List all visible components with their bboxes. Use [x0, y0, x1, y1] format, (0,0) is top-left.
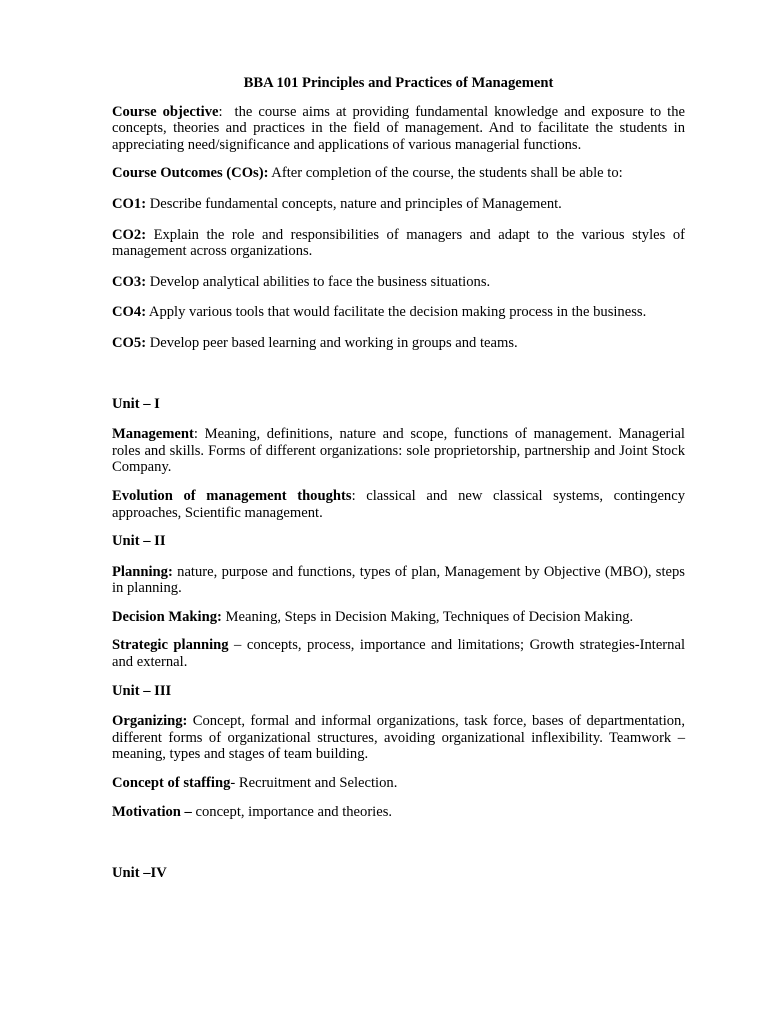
unit-topic [112, 804, 685, 821]
course-outcome-item [112, 196, 685, 213]
topic-text: nature, purpose and functions, types of plan, Management by Objective (MBO), steps in planning. [112, 563, 685, 597]
topic-text: : classical and new classical systems, contingency approaches, Scientific management. [112, 487, 685, 521]
course-outcome-text: Develop peer based learning and working in groups and teams. [146, 334, 518, 351]
topic-text: - Recruitment and Selection. [230, 775, 398, 792]
unit-topic [112, 609, 685, 626]
syllabus-page [112, 75, 685, 896]
course-outcome-item [112, 227, 685, 260]
course-objective-separator: : [218, 103, 235, 120]
course-objective [112, 104, 685, 154]
topic-label: Motivation – [112, 803, 192, 820]
course-outcomes-text: After completion of the course, the students shall be able to: [268, 165, 623, 182]
course-outcomes-intro [112, 165, 685, 182]
unit-topic [112, 637, 685, 670]
course-outcomes-label: Course Outcomes (COs): [112, 165, 269, 182]
unit-heading: Unit –IV [112, 865, 167, 882]
course-outcome-text: Develop analytical abilities to face the business situations. [146, 273, 491, 290]
topic-label: Strategic planning [112, 637, 229, 654]
course-outcome-text: Describe fundamental concepts, nature and principles of Management. [146, 195, 562, 212]
topic-text: Concept, formal and informal organizations, task force, bases of departmentation, different forms of organizational structures, avoiding organizational inflexibility. Teamwork – meaning, types and stages of team building. [112, 713, 685, 763]
page-title: BBA 101 Principles and Practices of Management [243, 75, 554, 91]
course-outcome-item [112, 274, 685, 291]
topic-text: Meaning, Steps in Decision Making, Techniques of Decision Making. [221, 608, 634, 625]
unit-topic [112, 564, 685, 597]
unit-heading: Unit – I [112, 395, 160, 412]
course-objective-text: the course aims at providing fundamental knowledge and exposure to the concepts, theories and practices in the field of management. And to facilitate the students in appreciating need/significance and applications of various managerial functions. [112, 103, 686, 153]
course-outcome-item [112, 304, 685, 321]
course-outcome-label: CO4: [112, 304, 147, 321]
unit-heading: Unit – III [112, 682, 172, 699]
topic-text: – concepts, process, importance and limitations; Growth strategies-Internal and external. [112, 637, 685, 671]
unit-topic [112, 488, 685, 521]
topic-label: Planning: [112, 563, 173, 580]
course-outcome-text: Explain the role and responsibilities of managers and adapt to the various styles of management across organizations. [112, 226, 685, 260]
topic-label: Management [112, 426, 194, 443]
course-outcome-label: CO3: [112, 273, 147, 290]
unit-topic [112, 775, 685, 792]
topic-label: Decision Making: [112, 608, 222, 625]
topic-text: : Meaning, definitions, nature and scope, functions of management. Managerial roles and skills. Forms of different organizations: sole proprietorship, partnership and Joint Stock Company. [112, 426, 685, 476]
section-spacer [112, 832, 685, 865]
course-outcome-text: Apply various tools that would facilitate the decision making process in the business. [146, 304, 647, 321]
topic-label: Organizing: [112, 713, 188, 730]
topic-label: Evolution of management thoughts [112, 487, 352, 504]
course-objective-label: Course objective [112, 103, 219, 120]
course-outcome-item [112, 335, 685, 352]
topic-text: concept, importance and theories. [191, 803, 393, 820]
unit-topic [112, 426, 685, 476]
unit-topic [112, 713, 685, 763]
course-outcome-label: CO2: [112, 226, 147, 243]
section-spacer [112, 366, 685, 396]
unit-heading: Unit – II [112, 533, 166, 550]
course-outcome-label: CO5: [112, 334, 147, 351]
course-outcome-label: CO1: [112, 195, 147, 212]
topic-label: Concept of staffing [112, 775, 231, 792]
